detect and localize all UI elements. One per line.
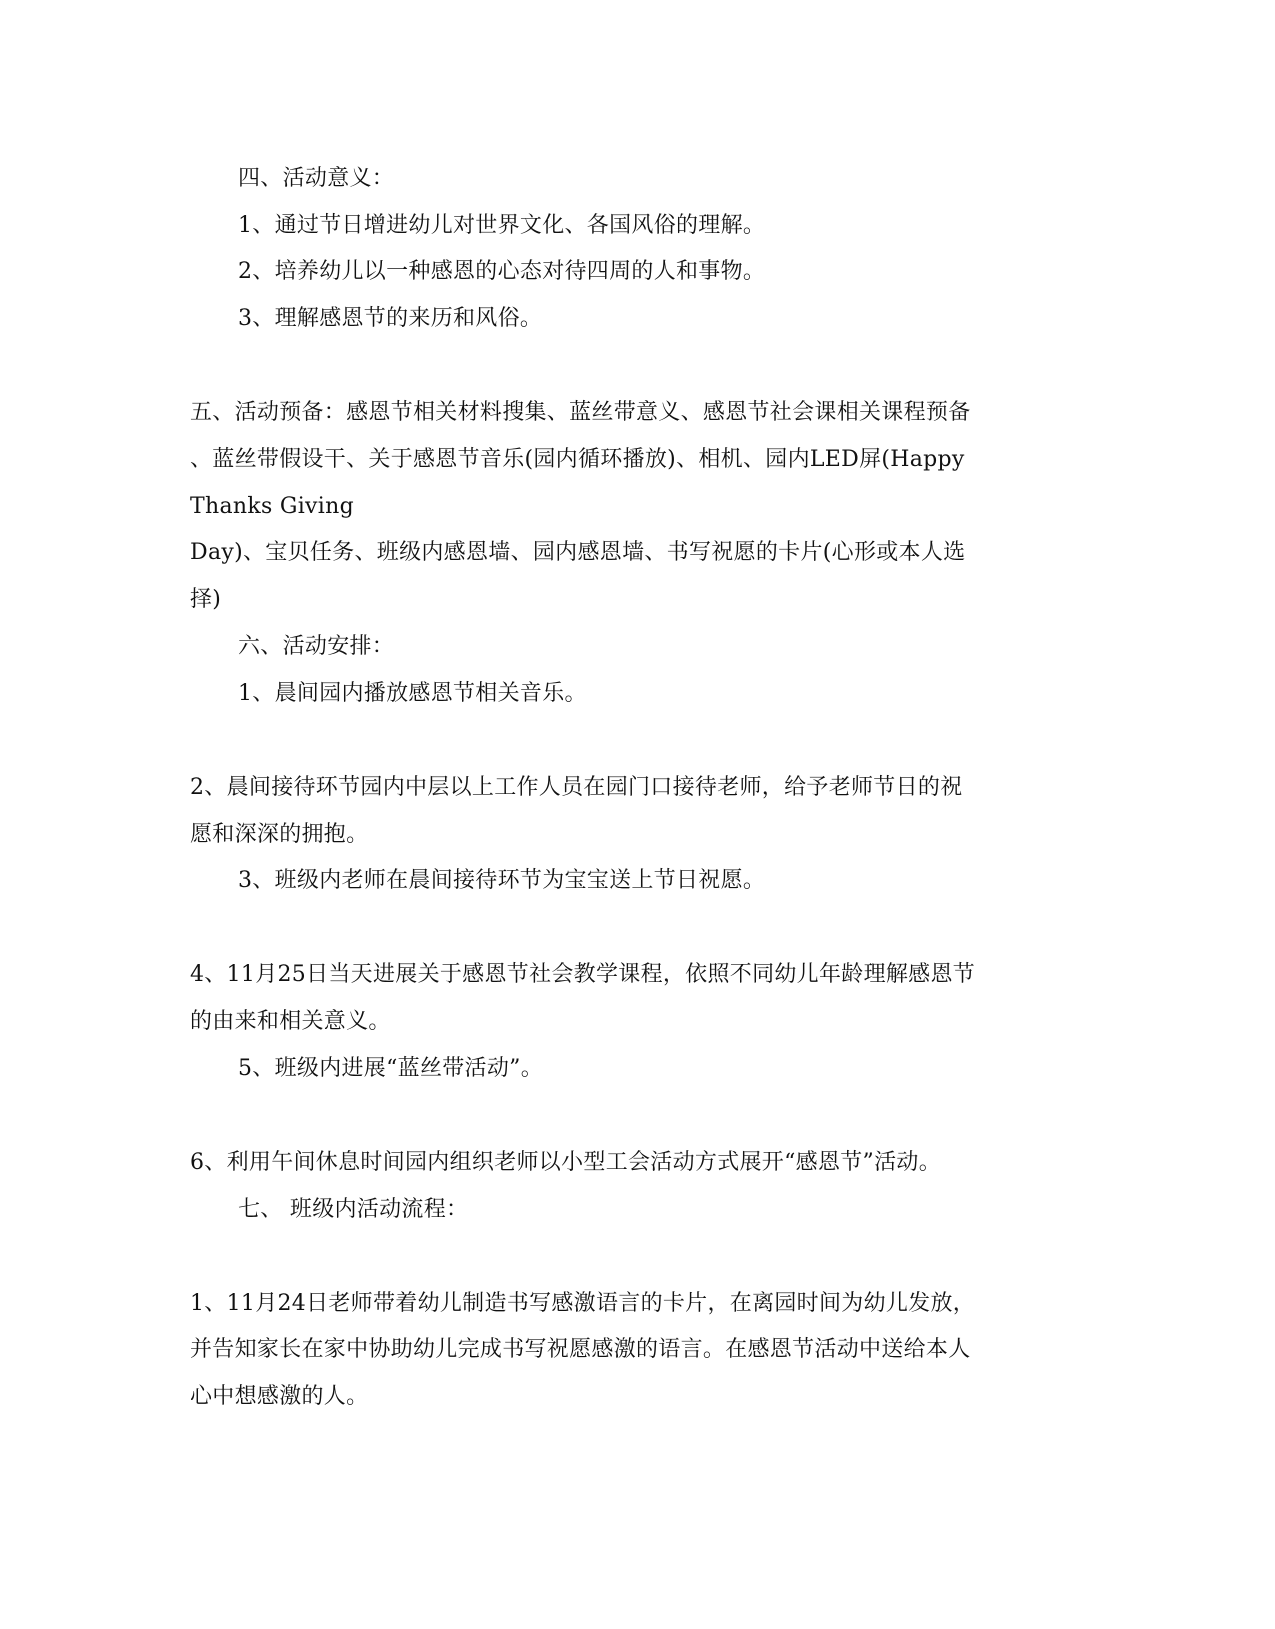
section-heading-arrangement: 六、活动安排： xyxy=(238,634,395,659)
significance-item-1: 1、通过节日增进幼儿对世界文化、各国风俗的理解。 xyxy=(238,213,766,238)
process-item-1-line-3: 心中想感激的人。 xyxy=(190,1384,369,1409)
arrangement-item-3: 3、班级内老师在晨间接待环节为宝宝送上节日祝愿。 xyxy=(238,868,766,893)
arrangement-item-2-line-2: 愿和深深的拥抱。 xyxy=(190,822,369,847)
arrangement-item-1: 1、晨间园内播放感恩节相关音乐。 xyxy=(238,681,587,706)
arrangement-item-4-line-2: 的由来和相关意义。 xyxy=(190,1009,391,1034)
process-item-1-line-2: 并告知家长在家中协助幼儿完成书写祝愿感激的语言。在感恩节活动中送给本人 xyxy=(190,1337,971,1362)
arrangement-item-6: 6、利用午间休息时间园内组织老师以小型工会活动方式展开“感恩节”活动。 xyxy=(190,1150,941,1175)
section-heading-class-process: 七、 班级内活动流程： xyxy=(238,1197,469,1222)
arrangement-item-2-line-1: 2、晨间接待环节园内中层以上工作人员在园门口接待老师，给予老师节日的祝 xyxy=(190,775,963,800)
significance-item-2: 2、培养幼儿以一种感恩的心态对待四周的人和事物。 xyxy=(238,259,766,284)
preparation-paragraph-line-1: 五、活动预备：感恩节相关材料搜集、蓝丝带意义、感恩节社会课相关课程预备 xyxy=(190,400,971,425)
preparation-paragraph-line-5: 择) xyxy=(190,587,222,612)
arrangement-item-5: 5、班级内进展“蓝丝带活动”。 xyxy=(238,1056,543,1081)
preparation-paragraph-line-2: 、蓝丝带假设干、关于感恩节音乐(园内循环播放)、相机、园内LED屏(Happy xyxy=(190,447,965,472)
process-item-1-line-1: 1、11月24日老师带着幼儿制造书写感激语言的卡片，在离园时间为幼儿发放， xyxy=(190,1291,976,1316)
preparation-paragraph-line-3: Thanks Giving xyxy=(190,494,354,519)
section-heading-significance: 四、活动意义： xyxy=(238,166,395,191)
significance-item-3: 3、理解感恩节的来历和风俗。 xyxy=(238,306,543,331)
arrangement-item-4-line-1: 4、11月25日当天进展关于感恩节社会教学课程，依照不同幼儿年龄理解感恩节 xyxy=(190,962,976,987)
preparation-paragraph-line-4: Day)、宝贝任务、班级内感恩墙、园内感恩墙、书写祝愿的卡片(心形或本人选 xyxy=(190,540,966,565)
